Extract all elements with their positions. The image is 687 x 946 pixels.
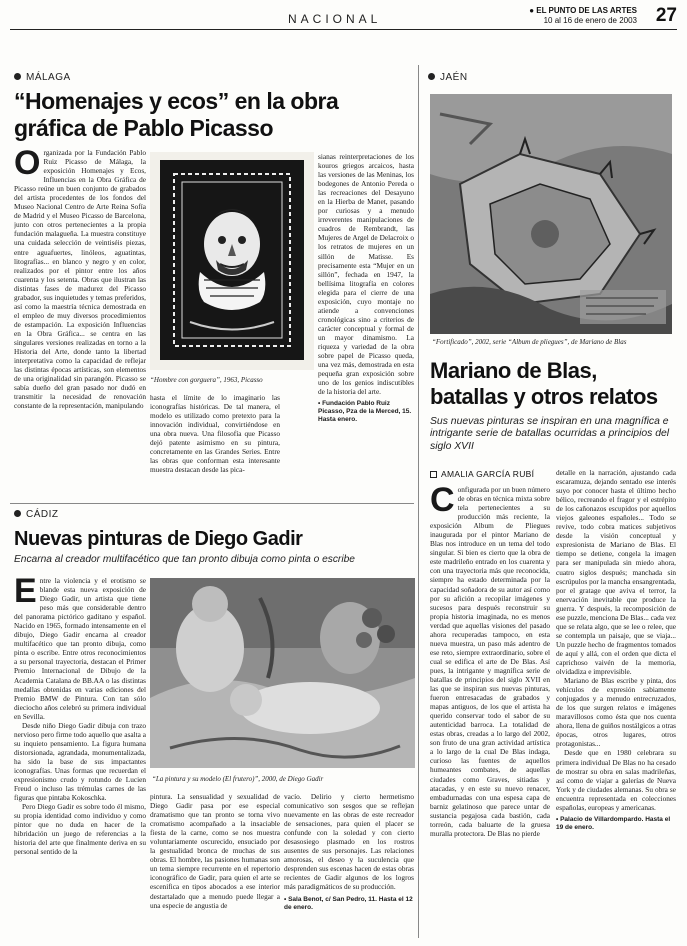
blas-deck: Sus nuevas pinturas se inspiran en una magnífica e intrigante serie de batallas ocurridas a principios del siglo XVII [430, 416, 670, 452]
bullet-icon [14, 73, 21, 80]
kicker-label: JAÉN [440, 72, 468, 83]
blas-column-1 [430, 485, 550, 941]
section-name: NACIONAL [288, 12, 382, 26]
dropcap: C [430, 485, 455, 519]
blas-caption: “Fortificado”, 2002, serie “Album de pliegues”, de Mariano de Blas [432, 338, 627, 346]
blas-headline [430, 358, 675, 410]
body-text: rganizada por la Fundación Pablo Ruiz Picasso de Málaga, la exposición Homenajes y Ecos, Influencias en la Obra Gráfica de Picasso reúne un buen conjunto de grabados del artista procedentes de los fondos del Museo Nacional Centro de Arte Reina Sofía de Madrid y el Museo Picasso de Barcelona, junto con otros pertenecientes a la propia fundación malagueña. La muestra constituye una cuidada selección de veintiséis piezas, entre aguafuertes, linóleos, aguatintas, litografías... en blanco y negro y en color, realizados por el pintor entre los años cuarenta y los setenta. Obras que ilustran las distintas fases de madurez del Picasso grabador, sus inquietudes y temas preferidos, así como la maestría técnica demostrada en el empleo de muy diversos procedimientos de estampación. La exposición Influencias en la Obra Gráfica... se centra en las singulares versiones realizadas en torno a la Historia del Arte, donde tanto la libertad interpretativa como la capacidad de reflejar las distintas épocas artísticas, son elementos de una originalidad sin parangón. Picasso se sabía dueño del gran pasado nor dudó en transmitir la necesidad de renovación constante de la representación, manipulando [14, 148, 146, 411]
column-divider [418, 65, 419, 938]
kicker-label: CÁDIZ [26, 509, 59, 520]
dropcap: E [14, 576, 37, 610]
headline-line: batallas y otros relatos [430, 384, 658, 409]
blas-byline [430, 469, 534, 479]
blas-painting-image [430, 94, 672, 334]
gadir-column-3 [284, 792, 414, 942]
kicker-label: MÁLAGA [26, 72, 71, 83]
kicker-malaga [14, 72, 71, 83]
dropcap: O [14, 148, 41, 182]
headline-line: Mariano de Blas, [430, 358, 597, 383]
square-bullet-icon [430, 471, 437, 478]
body-text: vacío. Delirio y cierto hermetismo comunicativo son sesgos que se reflejan nuevamente en las obras de este recreador de sensaciones, para quien el placer se confunde con la soledad y con cierto desasosiego plasmado en los rostros ausentes de sus personajes. Las relaciones amorosas, el deseo y la suculencia que desprenden sus escenas hacen de estas obras recientes de Gadir algunos de los logros más paradigmáticos de su producción. [284, 792, 414, 892]
picasso-column-3 [318, 152, 414, 497]
body-text: detalle en la narración, ajustando cada escaramuza, dejando sentado ese interés suyo por conocer hasta el último hecho bélico, recreando el fragor y el estrépito de los cañonazos escupidos por aquellos viejos galeones españoles... Todo se revive, todo cobra matices subjetivos desde la visión conceptual y expresionista de Mariano de Blas. El tiempo se detiene, congela la imagen para ser manipulada sin miedo ahora, cuatro siglos después; manchada sin escrúpulos por la mancha ensangrentada, por el gratage que aviva el terror, la enervación inevitable que produce la guerra. Y después, la recomposición de ese puzzle, menciona De Blas... cada vez que se relata algo, que se lee o relee, que se contempla un paisaje, que se viaja... Un puzzle hecho de fragmentos tomados de aquí y allá, con el orden que dicta el caprichoso vaivén de la memoria, olvidadiza e imprevisible. [556, 468, 676, 677]
body-text: pintura. La sensualidad y sexualidad de Diego Gadir pasa por ese especial dramatismo que tan pronto se torna vivo cromatismo acompañado a la insaciable fiesta de la carne, como se nos muestra voluntariamente oscurecido, ensuciado por la gestualidad bronca de muchas de sus obras. El hombre, las pasiones humanas son un tema siempre recurrente en el repertorio iconográfico de Gadir, para quien el arte se escenifica en tipos abocados a ese interior destartalado que a menudo puede llegar a una especie de angustia de [150, 792, 280, 910]
headline-line: gráfica de Pablo Picasso [14, 115, 274, 141]
gadir-painting-image [150, 578, 415, 768]
publication-name: ● EL PUNTO DE LAS ARTES [529, 6, 637, 15]
page-number: 27 [655, 5, 677, 26]
headline-line: “Homenajes y ecos” en la obra [14, 88, 339, 114]
masthead [10, 4, 677, 30]
section-divider [10, 503, 414, 504]
picasso-headline [14, 88, 414, 142]
gadir-column-1 [14, 576, 146, 938]
gadir-column-2 [150, 792, 280, 938]
bullet-icon [14, 510, 21, 517]
picasso-column-2 [150, 393, 280, 499]
issue-dates: 10 al 16 de enero de 2003 [543, 16, 637, 25]
body-text: Pero Diego Gadir es sobre todo él mismo, su propia identidad como individuo y como pintor que no duda en hacer de la hibridación un juego de referencias a la historia del arte que finalmente deriva en su personal sentido de la [14, 802, 146, 857]
publication-info [529, 6, 637, 26]
venue-note: • Fundación Pablo Ruiz Picasso, Pza de la Merced, 15. Hasta enero. [318, 400, 412, 424]
gadir-caption: “La pintura y su modelo (El frutero)”, 2000, de Diego Gadir [152, 775, 324, 783]
picasso-artwork-image [150, 152, 314, 370]
gadir-headline: Nuevas pinturas de Diego Gadir [14, 528, 303, 550]
author-name: AMALIA GARCÍA RUBÍ [441, 469, 535, 479]
body-text: Desde que en 1980 celebrara su primera individual De Blas no ha cesado de mostrar su obra en salas madrileñas, así como de viajar a galerías de Nueva York y de ciudades alemanas. Su obra se encuentra representada en colecciones españolas, europeas y americanas. [556, 748, 676, 812]
bullet-icon [428, 73, 435, 80]
body-text: hasta el límite de lo imaginario las iconografías históricas. De tal manera, el modelo es utilizado como pretexto para la innovación individual, convirtiéndose en una obra nueva. Una filosofía que Picasso dejó patente asimismo en su pintura, concretamente en las Grandes Series. Entre las obras que conforman esta interesante muestra destacan desde las pica- [150, 393, 280, 475]
kicker-cadiz [14, 509, 59, 520]
kicker-jaen [428, 72, 468, 83]
venue-note: • Sala Benot, c/ San Pedro, 11. Hasta el 12 de enero. [284, 895, 413, 911]
body-text: sianas reinterpretaciones de los kouros griegos arcaicos, hasta las versiones de las Meninas, los bodegones de Antonio Pereda o las recreaciones del Desayuno en la Hierba de Manet, pasando por curiosas y a menudo irreverentes manipulaciones de cuadros de Rembrandt, las Mujeres de Argel de Delacroix o los retratos de mujeres en un sillón de Matisse. Es precisamente esta “Mujer en un sillón”, fechada en 1947, la bellísima litografía en colores elegida para el cierre de una exposición, cuyo montaje no atiende a convenciones cronológicas sino a criterios de carácter conceptual y formal de un mayor dinamismo. La riqueza y variedad de la obra sobre papel de Picasso queda, una vez más, demostrada en esta pequeña gran exposición sobre uno de los genios indiscutibles de la historia del arte. [318, 152, 414, 397]
body-text: Mariano de Blas escribe y pinta, dos vehículos de expresión sabiamente conjugados y a menudo entrecruzados, de los que surgen relatos e imágenes maravillosos como ésta que nos cuenta ahora, llena de guiños nostálgicos a otras épocas, otros lugares, otros protagonistas... [556, 676, 676, 749]
blas-column-2 [556, 468, 676, 942]
venue-note: • Palacio de Villardompardo. Hasta el 19 de enero. [556, 815, 671, 831]
body-text: Desde niño Diego Gadir dibuja con trazo nervioso pero firme todo aquello que asalta a su inquieto pensamiento. La figura humana distorsionada, agrandada, monumentalizada, ha sido la base de sus impactantes iconografías. Unas formas que recuerdan el expresionismo crudo y rotundo de Lucien Freud o incluso las trémulas carnes de las figuras que pintaba Kokoschka. [14, 720, 146, 803]
picasso-column-1 [14, 148, 146, 488]
picasso-caption: “Hombre con gorguera”, 1963, Picasso [150, 376, 263, 384]
body-text: onfigurada por un buen número de obras en técnica mixta sobre tela pertenecientes a su producción más reciente, la exposición Album de Pliegues inaugurada por el pintor Mariano de Blas nos introduce en un tema del todo singular. Si bien es cierto que la obra de este madrileño entrado en los cuarenta y con una trayectoria más que reconocida, siempre ha estado determinada por la capacidad soñadora de su autor así como por su afición a recopilar imágenes y sucesos para después reconstruir su propia historia imaginada, no es menos verdad que aquellas visiones del pasado ahora recuperadas tampoco, en esta nueva muestra, un paso más adentro de ese reto, siempre extraordinario, sobre el cual se edifica el arte de De Blas. Así pues, la intrigante y magnífica serie de batallas de principios del siglo XVII en las que se inspiran sus nuevas pinturas, fueron entresacadas de grabados y mapas antiguos, de los que el artista ha querido conservar todo el sabor de su autenticidad barroca. La totalidad de estas obras, creadas a lo largo del 2002, son fruto de una gran actividad artística a lo largo de la cual De Blas indaga, curioso las fuentes de aquellos humeantes combates, de aquellas ciudades como Graves, sitiadas y atacadas, y en este su nuevo renacer, embadurnadas con una espesa capa de barniz gelatinoso que parece untar de sustancia pegajosa cada bastión, cada torreón, cada baluarte de la gruesa muralla protectora. De Blas no pierde [430, 485, 550, 838]
body-text: ntre la violencia y el erotismo se blande esta nueva exposición de Diego Gadir, un artista que tiene peso más que considerable dentro del panorama pictórico gaditano y español. Nacido en 1965, formado intensamente en el dibujo, Diego Gadir encarna al creador multifacético que tan pronto dibuja, como pinta o escribe. Entre otros reconocimientos a su personal trayectoria, destacan el Primer Premio Internacional de Dibujo de la Academia Catalana de BB.AA o las distintas medallas obtenidas en varias ediciones del Premio BMW de Pintura. Con tan sólo dieciocho años celebró su primera individual en Sevilla. [14, 576, 146, 721]
gadir-deck: Encarna al creador multifacético que tan pronto dibuja como pinta o escribe [14, 554, 355, 565]
